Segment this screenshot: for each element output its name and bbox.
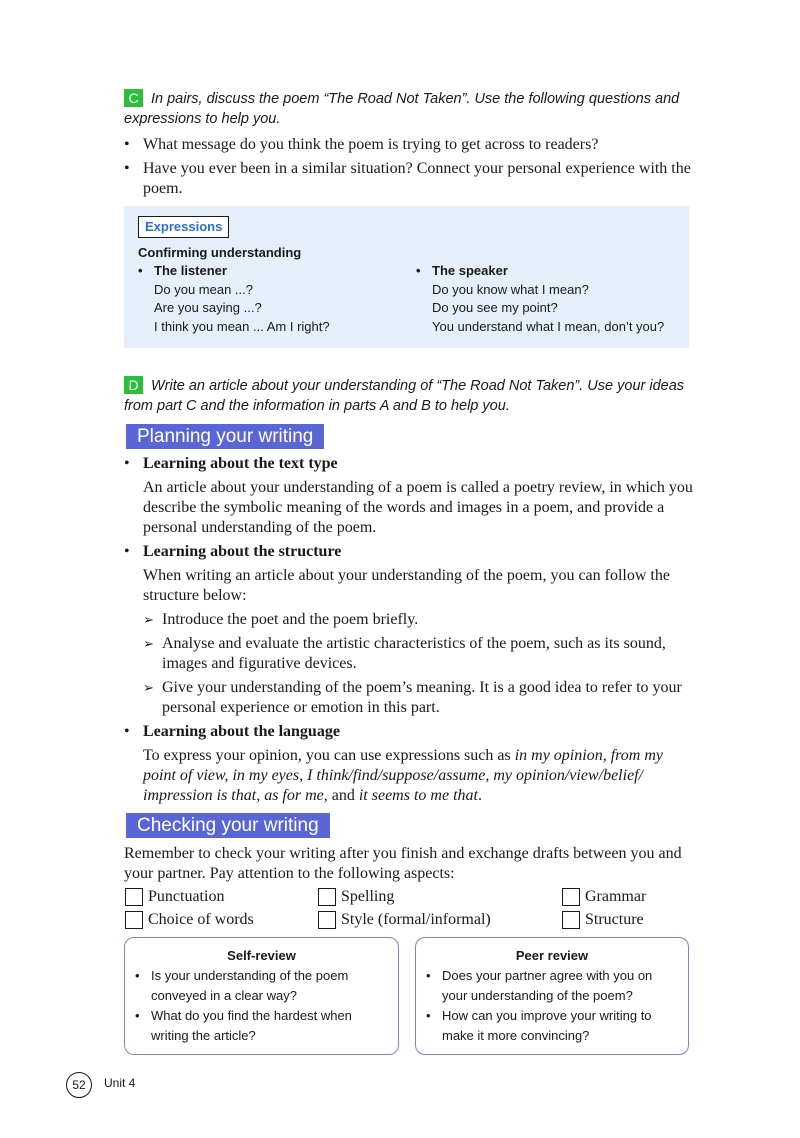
checkbox-square[interactable] — [125, 911, 143, 929]
listener-column — [138, 262, 330, 336]
structure-step: ➢ Analyse and evaluate the artistic characteristics of the poem, such as its sound, images and figurative devices. — [124, 634, 694, 674]
speaker-line: Do you know what I mean? — [432, 281, 589, 297]
speaker-title: • The speaker — [416, 262, 664, 281]
checkbox-grammar[interactable] — [562, 887, 646, 907]
peer-review-item: • How can you improve your writing to make it more convincing? — [426, 1006, 678, 1046]
self-review-box — [124, 937, 399, 1055]
peer-review-item: • Does your partner agree with you on your understanding of the poem? — [426, 966, 678, 1006]
planning-section — [124, 454, 694, 810]
speaker-line: Do you see my point? — [432, 300, 558, 315]
question-item: • What message do you think the poem is trying to get across to readers? — [124, 135, 694, 155]
checking-intro: Remember to check your writing after you finish and exchange drafts between you and your partner. Pay attention to the following aspects: — [124, 845, 682, 882]
listener-line: Do you mean ...? — [154, 281, 253, 297]
unit-label: Unit 4 — [104, 1076, 136, 1090]
structure-heading: • Learning about the structure — [124, 542, 694, 562]
peer-review-title: Peer review — [515, 948, 589, 963]
checkbox-square[interactable] — [318, 888, 336, 906]
language-heading: • Learning about the language — [124, 722, 694, 742]
self-review-item: • Is your understanding of the poem conveyed in a clear way? — [135, 966, 388, 1006]
task-d-text: Write an article about your understanding of “The Road Not Taken”. Use your ideas from part C and the information in parts A and B to help you. — [124, 378, 685, 414]
question-item: • Have you ever been in a similar situation? Connect your personal experience with the poem. — [124, 159, 694, 199]
task-c-questions — [124, 135, 694, 203]
language-end: . — [477, 787, 482, 804]
checkbox-square[interactable] — [562, 888, 580, 906]
text-type-heading: • Learning about the text type — [124, 454, 694, 474]
page-number: 52 — [66, 1072, 92, 1098]
listener-line: Are you saying ...? — [154, 300, 262, 315]
peer-review-box — [415, 937, 689, 1055]
checkbox-punctuation[interactable] — [125, 887, 224, 907]
checkbox-spelling[interactable] — [318, 887, 394, 907]
task-c-text: In pairs, discuss the poem “The Road Not Taken”. Use the following questions and expressions to help you. — [124, 91, 680, 127]
task-letter-c: C — [124, 89, 143, 107]
planning-banner: Planning your writing — [126, 424, 324, 449]
listener-title: • The listener — [138, 262, 330, 281]
expressions-box — [124, 206, 689, 348]
listener-line: I think you mean ... Am I right? — [154, 318, 330, 334]
checkbox-style[interactable] — [318, 910, 491, 930]
checkbox-choice-of-words[interactable] — [125, 910, 254, 930]
structure-body: When writing an article about your understanding of the poem, you can follow the structure below: — [143, 567, 670, 604]
checkbox-label: Spelling — [341, 888, 395, 905]
task-c-instruction — [124, 89, 696, 129]
structure-step: ➢ Give your understanding of the poem’s meaning. It is a good idea to refer to your personal experience or emotion in this part. — [124, 678, 694, 718]
language-lead: To express your opinion, you can use expressions such as — [143, 747, 515, 764]
expressions-tag: Expressions — [138, 216, 229, 238]
task-letter-d: D — [124, 376, 143, 394]
checkbox-square[interactable] — [318, 911, 336, 929]
checking-banner: Checking your writing — [126, 813, 330, 838]
expressions-heading: Confirming understanding — [138, 245, 302, 260]
checkbox-structure[interactable] — [562, 910, 644, 930]
speaker-line: You understand what I mean, don’t you? — [432, 318, 665, 334]
speaker-column — [416, 262, 664, 336]
language-conj: and — [327, 787, 359, 804]
text-type-body: An article about your understanding of a poem is called a poetry review, in which you describe the symbolic meaning of the words and images in a poem, and provide a personal understanding of the poem. — [143, 479, 693, 536]
checkbox-label: Grammar — [585, 888, 647, 905]
task-d-instruction — [124, 376, 696, 416]
checkbox-label: Style (formal/informal) — [341, 911, 491, 928]
checkbox-square[interactable] — [125, 888, 143, 906]
structure-step: ➢ Introduce the poet and the poem briefly. — [124, 610, 694, 630]
language-body — [124, 746, 694, 806]
self-review-item: • What do you find the hardest when writing the article? — [135, 1006, 388, 1046]
checkbox-square[interactable] — [562, 911, 580, 929]
self-review-title: Self-review — [227, 948, 296, 963]
checkbox-label: Structure — [585, 911, 644, 928]
language-last-phrase: it seems to me that — [358, 787, 478, 804]
language-phrases: in my opinion, from my point of view, in my eyes, I think/find/suppose/assume, my opinion/view/belief/ impression is that, as for me, — [143, 747, 663, 804]
checkbox-label: Punctuation — [148, 888, 225, 905]
checkbox-label: Choice of words — [148, 911, 254, 928]
